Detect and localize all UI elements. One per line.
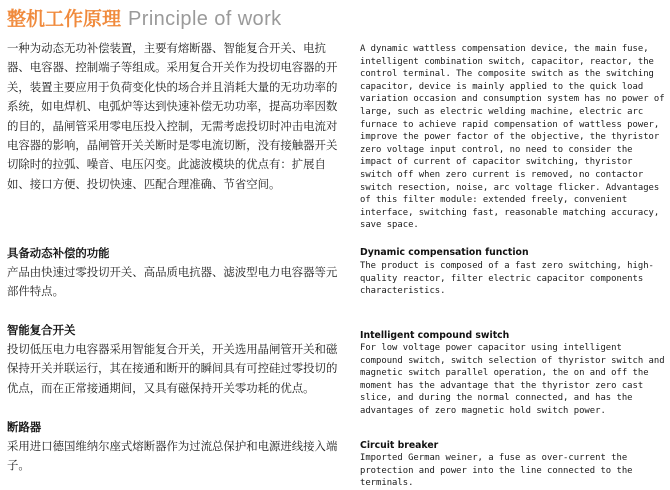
- section-title-en-circuit-breaker: Circuit breaker: [360, 440, 439, 451]
- section-text-cn-circuit-breaker: 采用进口德国维纳尔座式熔断器作为过流总保护和电源进线接入端子。: [7, 439, 338, 473]
- intro-text-en: A dynamic wattless compensation device, the main fuse, intelligent combination switch, capacitor, reactor, the control terminal. The composite switch as the switching capacitor, device is mainly applied to the quick load variation occasion and consumption system has no power of large, such as electric welding machine, electric arc furnace to achieve rapid compensation of wattless power, improve the power factor of the objective, the thyristor zero voltage input control, no need to consider the impact of current of capacitor switching, thyristor switch off when zero current is removed, no contactor switch resection, noise, arc voltage flicker. Advantages of this filter module: extended freely, convenient interface, switching fast, reasonable matching accuracy, save space.: [360, 44, 665, 231]
- section-title-cn-dynamic-compensation: 具备动态补偿的功能: [7, 246, 110, 260]
- section-text-cn-dynamic-compensation: 产品由快速过零投切开关、高品质电抗器、滤波型电力电容器等元部件特点。: [7, 265, 338, 299]
- section-title-en-compound-switch: Intelligent compound switch: [360, 330, 510, 341]
- section-title-en-dynamic-compensation: Dynamic compensation function: [360, 247, 529, 258]
- section-text-en-dynamic-compensation: The product is composed of a fast zero switching, high-quality reactor, filter electric capacitor components characteristics.: [360, 261, 654, 297]
- page-title-cn: 整机工作原理: [7, 8, 122, 30]
- section-title-cn-compound-switch: 智能复合开关: [7, 323, 76, 337]
- section-text-en-compound-switch: For low voltage power capacitor using intelligent compound switch, switch selection of thyristor switch and magnetic switch parallel operation, the on and off the moment has the advantage that the thyristor zero cast slice, and during the normal connected, and has the advantages of zero magnetic hold switch power.: [360, 343, 665, 416]
- section-title-cn-circuit-breaker: 断路器: [7, 420, 42, 434]
- page-header: [7, 4, 282, 28]
- section-text-cn-compound-switch: 投切低压电力电容器采用智能复合开关，开关选用晶闸管开关和磁保持开关并联运行，其在接通和断开的瞬间具有可控硅过零投切的优点，而在正常接通期间，又具有磁保持开关零功耗的优点。: [7, 342, 338, 395]
- page-title-en: Principle of work: [128, 8, 282, 30]
- section-text-en-circuit-breaker: Imported German weiner, a fuse as over-current the protection and power into the line connected to the terminals.: [360, 453, 633, 489]
- intro-text-cn: 一种为动态无功补偿装置，主要有熔断器、智能复合开关、电抗器、电容器、控制端子等组成。采用复合开关作为投切电容器的开关，装置主要应用于负荷变化快的场合并且消耗大量的无功功率的系统，如电焊机、电弧炉等达到快速补偿无功功率，提高功率因数的目的，晶闸管采用零电压投入控制，无需考虑投切时冲击电流对电容器的影响，晶闸管开关关断时是零电流切断，没有接触器开关切除时的拉弧、噪音、电压闪变。此滤波模块的优点有：扩展自如、接口方便、投切快速、匹配合理准确、节省空间。: [7, 41, 338, 191]
